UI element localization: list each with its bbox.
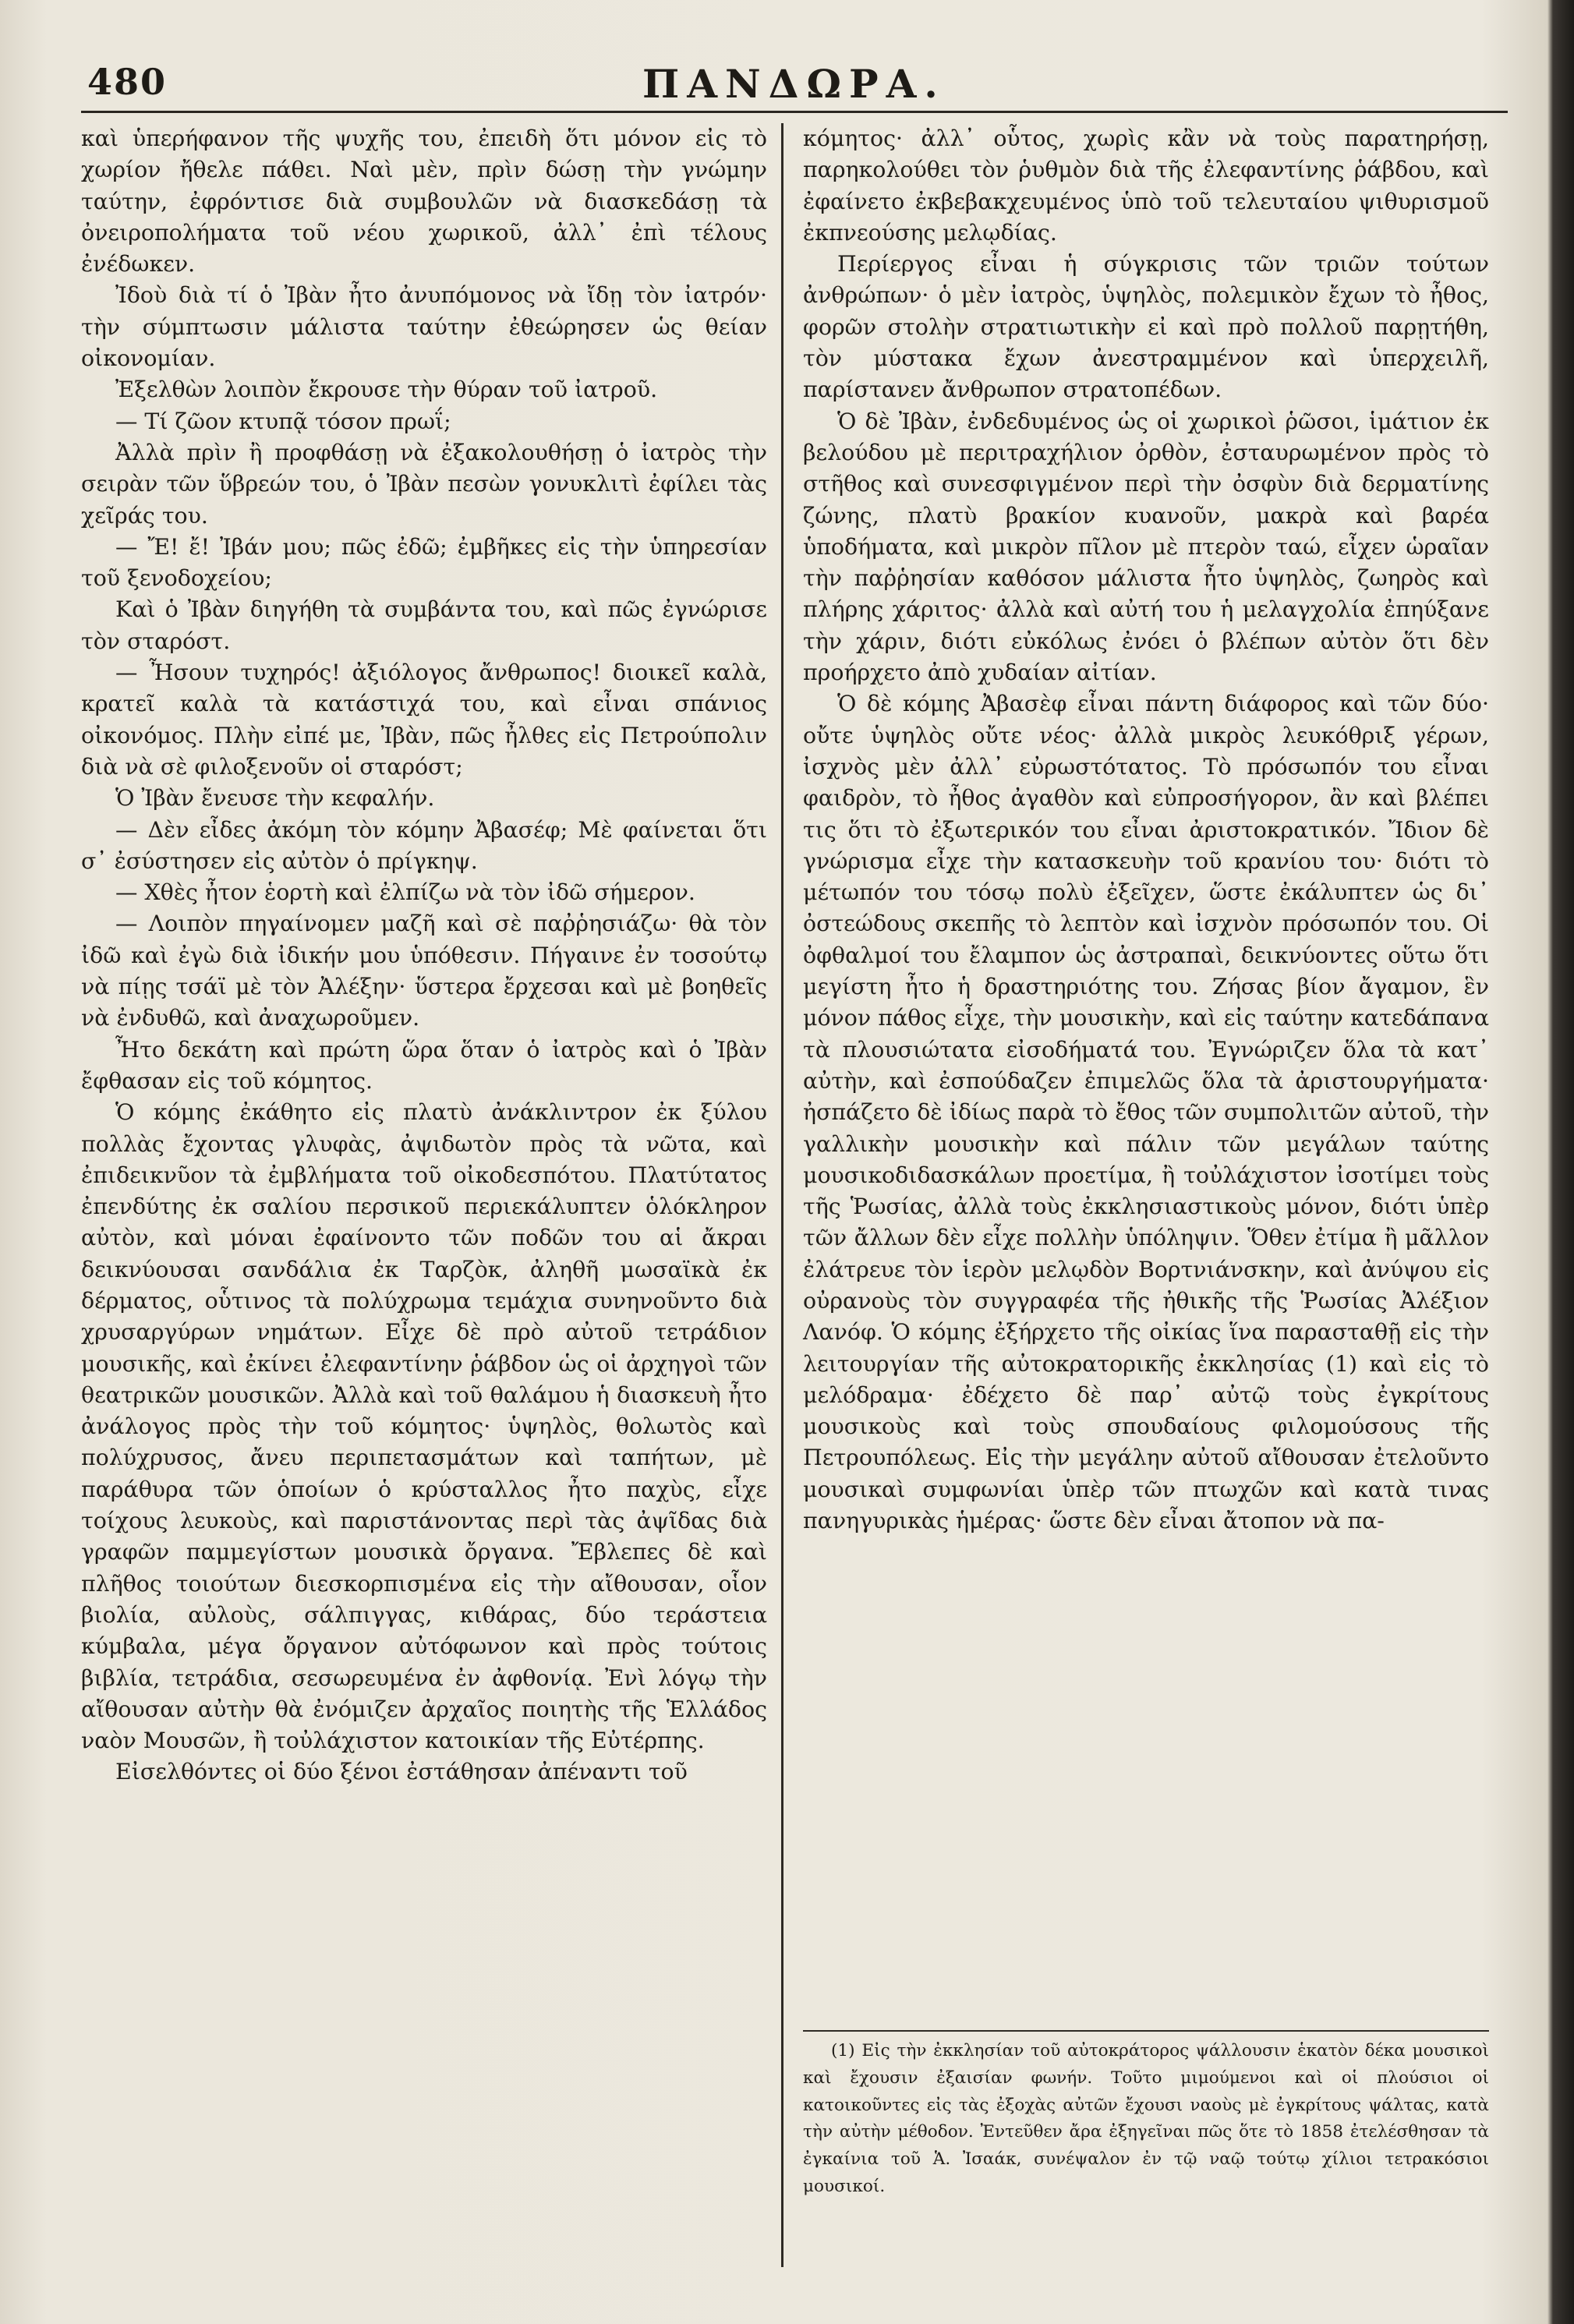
paragraph: Ὁ Ἰβὰν ἔνευσε τὴν κεφαλήν. (115, 785, 435, 812)
left-column (81, 123, 767, 1788)
paragraph: Περίεργος εἶναι ἡ σύγκρισις τῶν τριῶν τούτων ἀνθρώπων· ὁ μὲν ἰατρὸς, ὑψηλὸς, πολεμικὸν ἔχων τὸ ἦθος, φορῶν στολὴν στρατιωτικὴν εἰ καὶ πρὸ πολλοῦ παρῃτήθη, τὸν μύστακα ἔχων ἀνεστραμμένον καὶ ὑπερχειλῆ, παρίστανεν ἄνθρωπον στρατοπέδων. (803, 251, 1489, 403)
paragraph: Ὁ δὲ Ἰβὰν, ἐνδεδυμένος ὡς οἱ χωρικοὶ ῥῶσοι, ἱμάτιον ἐκ βελούδου μὲ περιτραχήλιον ὀρθὸν, ἐσταυρωμένον πρὸς τὸ στῆθος καὶ συνεσφιγμένον περὶ τὴν ὀσφὺν διὰ δερματίνης ζώνης, πλατὺ βρακίον κυανοῦν, μακρὰ καὶ βαρέα ὑποδήματα, καὶ μικρὸν πῖλον μὲ πτερὸν ταώ, εἶχεν ὡραῖαν τὴν παῤῥησίαν καθόσον μάλιστα ἦτο ὑψηλὸς, ζωηρὸς καὶ πλήρης χάριτος· ἀλλὰ καὶ αὐτή του ἡ μελαγχολία ἐπηύξανε τὴν χάριν, διότι εὐκόλως ἐνόει ὁ βλέπων αὐτὸν ὅτι δὲν προήρχετο ἀπὸ χυδαίαν αἰτίαν. (803, 408, 1489, 686)
header-rule (81, 111, 1508, 113)
paragraph: Ἰδοὺ διὰ τί ὁ Ἰβὰν ἦτο ἀνυπόμονος νὰ ἴδῃ τὸν ἰατρόν· τὴν σύμπτωσιν μάλιστα ταύτην ἐθεώρησεν ὡς θείαν οἰκονομίαν. (81, 282, 767, 372)
dialogue-line: — Ἔ! ἔ! Ἰβάν μου; πῶς ἐδῶ; ἐμβῆκες εἰς τὴν ὑπηρεσίαν τοῦ ξενοδοχείου; (81, 533, 767, 592)
dialogue-line: — Χθὲς ἦτον ἑορτὴ καὶ ἐλπίζω νὰ τὸν ἰδῶ σήμερον. (115, 879, 695, 906)
paragraph: Καὶ ὁ Ἰβὰν διηγήθη τὰ συμβάντα του, καὶ πῶς ἐγνώρισε τὸν σταρόστ. (81, 596, 767, 654)
paragraph: Ὁ δὲ κόμης Ἀβασὲφ εἶναι πάντη διάφορος καὶ τῶν δύο· οὔτε ὑψηλὸς οὔτε νέος· ἀλλὰ μικρὸς λευκόθριξ γέρων, ἰσχνὸς μὲν ἀλλ᾽ εὐρωστότατος. Τὸ πρόσωπόν του εἶναι φαιδρὸν, τὸ ἦθος ἀγαθὸν καὶ εὐπροσήγορον, ἂν καὶ βλέπει τις ὅτι τὸ ἐξωτερικόν του εἶναι ἀριστοκρατικόν. Ἴδιον δὲ γνώρισμα εἶχε τὴν κατασκευὴν τοῦ κρανίου του· διότι τὸ μέτωπόν του τόσῳ πολὺ ἐξεῖχεν, ὥστε ἐκάλυπτεν ὡς δι᾽ ὀστεώδους σκεπῆς τὸ λεπτὸν καὶ ἰσχνὸν πρόσωπόν του. Οἱ ὀφθαλμοί του ἔλαμπον ὡς ἀστραπαὶ, δεικνύοντες οὕτω ὅτι μεγίστη ἦτο ἡ δραστηριότης του. Ζήσας βίον ἄγαμον, ἓν μόνον πάθος εἶχε, τὴν μουσικὴν, καὶ εἰς ταύτην κατεδάπανα τὰ πλουσιώτατα εἰσοδήματά του. Ἐγνώριζεν ὅλα τὰ κατ᾽ αὐτὴν, καὶ ἐσπούδαζεν ἐπιμελῶς ὅλα τὰ ἀριστουργήματα· ἠσπάζετο δὲ ἰδίως παρὰ τὸ ἔθος τῶν συμπολιτῶν αὐτοῦ, τὴν γαλλικὴν μουσικὴν καὶ πάλιν τῶν μεγάλων ταύτης μουσικοδιδασκάλων προετίμα, ἢ τοὐλάχιστον ἰσοτίμει τοὺς τῆς Ῥωσίας, ἀλλὰ τοὺς ἐκκλησιαστικοὺς μόνον, διότι ὑπὲρ τῶν ἄλλων δὲν εἶχε πολλὴν ὑπόληψιν. Ὅθεν ἐτίμα ἢ μᾶλλον ἐλάτρευε τὸν ἱερὸν μελῳδὸν Βορτνιάνσκην, καὶ ἀνύψου εἰς οὐρανοὺς τὸν συγγραφέα τῆς ἠθικῆς τῆς Ῥωσίας Ἀλέξιον Λανόφ. Ὁ κόμης ἐξήρχετο τῆς οἰκίας ἵνα παρασταθῇ εἰς τὴν λειτουργίαν τῆς αὐτοκρατορικῆς ἐκκλησίας (1) καὶ εἰς τὸ μελόδραμα· ἐδέχετο δὲ παρ᾽ αὐτῷ τοὺς ἐγκρίτους μουσικοὺς καὶ τοὺς σπουδαίους φιλομούσους τῆς Πετρουπόλεως. Εἰς τὴν μεγάλην αὐτοῦ αἴθουσαν ἐτελοῦντο μουσικαὶ συμφωνίαι ὑπὲρ τῶν πτωχῶν καὶ κατὰ τινας πανηγυρικὰς ἡμέρας· ὥστε δὲν εἶναι ἄτοπον νὰ πα- (803, 691, 1489, 1534)
paragraph: Ὁ κόμης ἐκάθητο εἰς πλατὺ ἀνάκλιντρον ἐκ ξύλου πολλὰς ἔχοντας γλυφὰς, ἀψιδωτὸν πρὸς τὰ νῶτα, καὶ ἐπιδεικνῦον τὰ ἐμβλήματα τοῦ οἰκοδεσπότου. Πλατύτατος ἐπενδύτης ἐκ σαλίου περσικοῦ περιεκάλυπτεν ὁλόκληρον αὐτὸν, καὶ μόναι ἐφαίνοντο τῶν ποδῶν του αἱ ἄκραι δεικνύουσαι σανδάλια ἐκ Ταρζὸκ, ἀληθῆ μωσαϊκὰ ἐκ δέρματος, οὗτινος τὰ πολύχρωμα τεμάχια συνηνοῦντο διὰ χρυσαργύρων νημάτων. Εἶχε δὲ πρὸ αὐτοῦ τετράδιον μουσικῆς, καὶ ἐκίνει ἐλεφαντίνην ῥάβδον ὡς οἱ ἀρχηγοὶ τῶν θεατρικῶν μουσικῶν. Ἀλλὰ καὶ τοῦ θαλάμου ἡ διασκευὴ ἦτο ἀνάλογος πρὸς τὴν τοῦ κόμητος· ὑψηλὸς, θολωτὸς καὶ πολύχρυσος, ἄνευ περιπετασμάτων καὶ ταπήτων, μὲ παράθυρα τῶν ὁποίων ὁ κρύσταλλος ἦτο παχὺς, εἶχε τοίχους λευκοὺς, καὶ παριστάνοντας περὶ τὰς ἀψῖδας διὰ γραφῶν παμμεγίστων μουσικὰ ὄργανα. Ἔβλεπες δὲ καὶ πλῆθος τοιούτων διεσκορπισμένα εἰς τὴν αἴθουσαν, οἷον βιολία, αὐλοὺς, σάλπιγγας, κιθάρας, δύο τεράστεια κύμβαλα, μέγα ὄργανον αὐτόφωνον καὶ πρὸς τούτοις βιβλία, τετράδια, σεσωρευμένα ἐν ἀφθονίᾳ. Ἐνὶ λόγῳ τὴν αἴθουσαν αὐτὴν θὰ ἐνόμιζεν ἀρχαῖος ποιητὴς τῆς Ἑλλάδος ναὸν Μουσῶν, ἢ τοὐλάχιστον κατοικίαν τῆς Εὐτέρπης. (81, 1099, 767, 1754)
dialogue-line: — Δὲν εἶδες ἀκόμη τὸν κόμην Ἀβασέφ; Μὲ φαίνεται ὅτι σ᾽ ἐσύστησεν εἰς αὐτὸν ὁ πρίγκηψ. (81, 816, 767, 874)
page-number: 480 (87, 61, 168, 103)
dialogue-line: — Ἦσουν τυχηρός! ἀξιόλογος ἄνθρωπος! διοικεῖ καλὰ, κρατεῖ καλὰ τὰ κατάστιχά του, καὶ εἶναι σπάνιος οἰκονόμος. Πλὴν εἰπέ με, Ἰβὰν, πῶς ἦλθες εἰς Πετρούπολιν διὰ νὰ σὲ φιλοξενοῦν οἱ σταρόστ; (81, 660, 767, 780)
paragraph: Ἐξελθὼν λοιπὸν ἔκρουσε τὴν θύραν τοῦ ἰατροῦ. (115, 377, 658, 403)
paragraph: Εἰσελθόντες οἱ δύο ξένοι ἐστάθησαν ἀπέναντι τοῦ (115, 1759, 688, 1785)
running-head-title: ΠΑΝΔΩΡΑ. (642, 61, 946, 107)
paragraph: Ἦτο δεκάτη καὶ πρώτη ὥρα ὅταν ὁ ἰατρὸς καὶ ὁ Ἰβὰν ἔφθασαν εἰς τοῦ κόμητος. (81, 1036, 767, 1094)
dialogue-line: — Λοιπὸν πηγαίνομεν μαζῆ καὶ σὲ παῤῥησιάζω· θὰ τὸν ἰδῶ καὶ ἐγὼ διὰ ἰδικήν μου ὑπόθεσιν. Πήγαινε ἐν τοσούτῳ νὰ πίῃς τσάϊ μὲ τὸν Ἀλέξην· ὕστερα ἔρχεσαι καὶ μὲ βοηθεῖς νὰ ἐνδυθῶ, καὶ ἀναχωροῦμεν. (81, 911, 767, 1031)
paragraph: καὶ ὑπερήφανον τῆς ψυχῆς του, ἐπειδὴ ὅτι μόνον εἰς τὸ χωρίον ἤθελε πάθει. Ναὶ μὲν, πρὶν δώσῃ τὴν γνώμην ταύτην, ἐφρόντισε διὰ συμβουλῶν νὰ διασκεδάσῃ τὰ ὀνειροπολήματα τοῦ νέου χωρικοῦ, ἀλλ᾽ ἐπὶ τέλους ἐνέδωκεν. (81, 126, 767, 278)
right-column (803, 123, 1489, 1537)
footnote-text: (1) Εἰς τὴν ἐκκλησίαν τοῦ αὐτοκράτορος ψάλλουσιν ἑκατὸν δέκα μουσικοὶ καὶ ἔχουσιν ἐξαισίαν φωνήν. Τοῦτο μιμούμενοι καὶ οἱ πλούσιοι οἱ κατοικοῦντες εἰς τὰς ἐξοχὰς αὐτῶν ἔχουσι ναοὺς μὲ ἐγκρίτους ψάλτας, κατὰ τὴν αὐτὴν μέθοδον. Ἐντεῦθεν ἄρα ἐξηγεῖναι πῶς ὅτε τὸ 1858 ἐτελέσθησαν τὰ ἐγκαίνια τοῦ Ἁ. Ἰσαάκ, συνέψαλον ἐν τῷ ναῷ τούτῳ χίλιοι τετρακόσιοι μουσικοί. (803, 2041, 1489, 2196)
column-divider (781, 123, 783, 2267)
paragraph: κόμητος· ἀλλ᾽ οὗτος, χωρὶς κἂν νὰ τοὺς παρατηρήσῃ, παρηκολούθει τὸν ῥυθμὸν διὰ τῆς ἐλεφαντίνης ῥάβδου, καὶ ἐφαίνετο ἐκβεβακχευμένος ὑπὸ τοῦ τελευταίου ψιθυρισμοῦ ἐκπνεούσης μελῳδίας. (803, 126, 1489, 246)
paragraph: Ἀλλὰ πρὶν ἢ προφθάσῃ νὰ ἐξακολουθήσῃ ὁ ἰατρὸς τὴν σειρὰν τῶν ὕβρεών του, ὁ Ἰβὰν πεσὼν γονυκλιτὶ ἐφίλει τὰς χεῖράς του. (81, 439, 767, 529)
footnote (803, 2038, 1489, 2201)
footnote-rule (803, 2030, 1489, 2032)
page-header (81, 61, 1547, 115)
dialogue-line: — Τί ζῶον κτυπᾷ τόσον πρωΐ; (115, 408, 451, 434)
